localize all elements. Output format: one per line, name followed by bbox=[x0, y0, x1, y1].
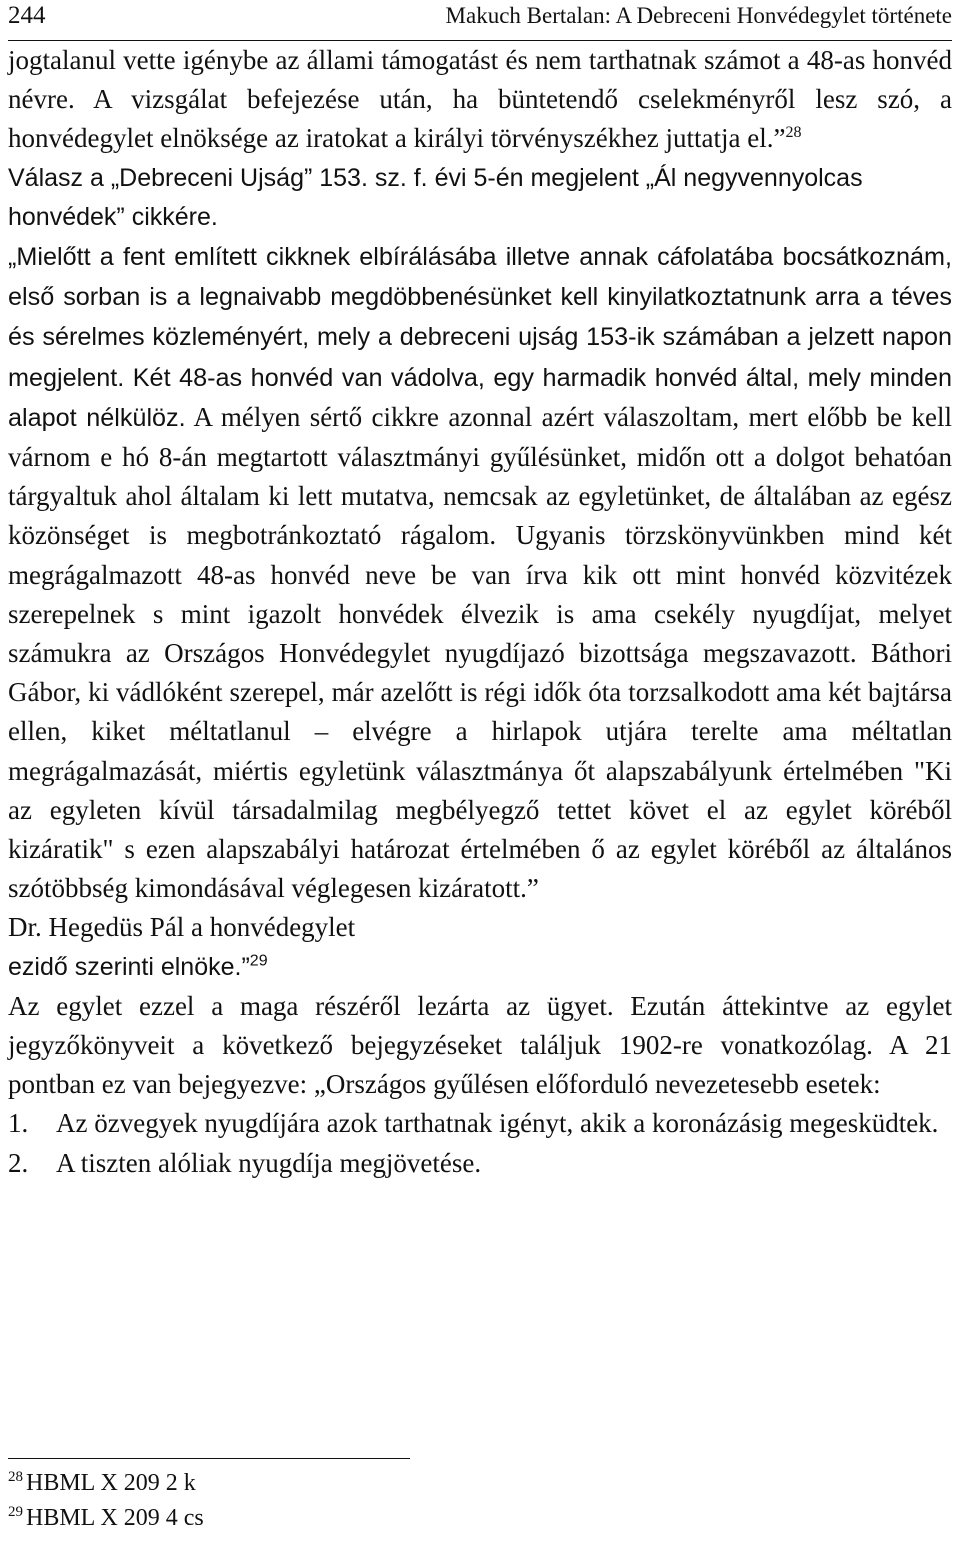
footnote-text: HBML X 209 4 cs bbox=[26, 1505, 204, 1531]
paragraph-intro: jogtalanul vette igénybe az állami támogatást és nem tarthatnak számot a 48-as honvéd névre. A vizsgálat befejezése után, ha büntetendő cselekményről lesz szó, a honvédegylet elnöksége az iratokat a királyi törvényszékhez juttatja el.”$^{28}$ bbox=[8, 45, 952, 154]
running-title: Makuch Bertalan: A Debreceni Honvédegylet története bbox=[445, 3, 952, 28]
footnote-text: HBML X 209 2 k bbox=[26, 1470, 196, 1496]
footnote bbox=[8, 1466, 204, 1501]
list-item bbox=[8, 1144, 952, 1183]
footnote-ref-28: 28 bbox=[785, 124, 802, 142]
signature-line-2: ezidő szerinti elnöke.”$^{29}$ bbox=[8, 952, 268, 981]
body-text bbox=[8, 41, 952, 1183]
page-number: 244 bbox=[8, 2, 46, 29]
list-number: 2. bbox=[8, 1147, 29, 1178]
footnote-divider bbox=[8, 1458, 410, 1459]
signature-line-1: Dr. Hegedüs Pál a honvédegylet bbox=[8, 912, 356, 943]
footnotes bbox=[8, 1466, 204, 1536]
list-text: A tiszten alóliak nyugdíja megjövetése. bbox=[56, 1147, 482, 1178]
footnote-ref-29: 29 bbox=[249, 952, 268, 970]
footnote bbox=[8, 1501, 204, 1536]
paragraph-after: Az egylet ezzel a maga részéről lezárta az ügyet. Ezután áttekintve az egylet jegyzőkönyveit a következő bejegyzéseket találjuk 1902-re vonatkozólag. A 21 pontban ez van bejegyezve: „Országos gyűlésen előforduló nevezetesebb esetek: bbox=[8, 990, 952, 1100]
footnote-number: 28 bbox=[8, 1469, 23, 1485]
footnote-number: 29 bbox=[8, 1504, 23, 1520]
section-heading: Válasz a „Debreceni Ujság” 153. sz. f. évi 5-én megjelent „Ál negyvennyolcas honvédek” cikkére. bbox=[8, 163, 863, 231]
list-item bbox=[8, 1104, 952, 1143]
quote-part-sans: „Mielőtt a fent említett cikknek elbírálásába illetve annak cáfolatába bocsátkoznám, első sorban is a legnaivabb megdöbbenésünket kell kinyilatkoztatnunk arra a téves és sérelmes közleményért, mely a debreceni ujság 153-ik számában a jelzett napon megjelent. Két 48-as honvéd van vádolva, egy harmadik honvéd által, mely minden alapot nélkülöz. bbox=[8, 243, 952, 432]
page-header bbox=[8, 0, 952, 41]
list-text: Az özvegyek nyugdíjára azok tarthatnak igényt, akik a koronázásig megesküdtek. bbox=[56, 1108, 939, 1139]
list-number: 1. bbox=[8, 1108, 29, 1139]
quote-part-serif: A mélyen sértő cikkre azonnal azért válaszoltam, mert előbb be kell várnom e hó 8-án megtartott választmányi gyűlésünket, midőn ott a dolgot behatóan tárgyaltuk ahol általam ki lett mutatva, nemcsak az egyletünket, de általában az egész közönséget is megbotránkoztató rágalom. Ugyanis törzskönyvünkben mind két megrágalmazott 48-as honvéd neve be van írva kik ott mint honvéd közvitézek szerepelnek s mint igazolt honvédek élvezik is ama csekély nyugdíjat, melyet számukra az Országos Honvédegylet nyugdíjazó bizottsága megszavazott. Báthori Gábor, ki vádlóként szerepel, már azelőtt is régi idők óta torzsalkodott ama két bajtársa ellen, kiket méltatlanul – elvégre a hirlapok utjára terelte ama méltatlan megrágalmazását, miértis egyletünk választmánya őt alapszabályunk értelmében "Ki az egyleten kívül társadalmilag megbélyegző tettet követ el az egylet köréből kizáratik" s ezen alapszabályi határozat értelmében ő az egylet köréből az általános szótöbbség kimondásával véglegesen kizáratott.” bbox=[8, 401, 952, 904]
quoted-letter bbox=[8, 237, 952, 908]
